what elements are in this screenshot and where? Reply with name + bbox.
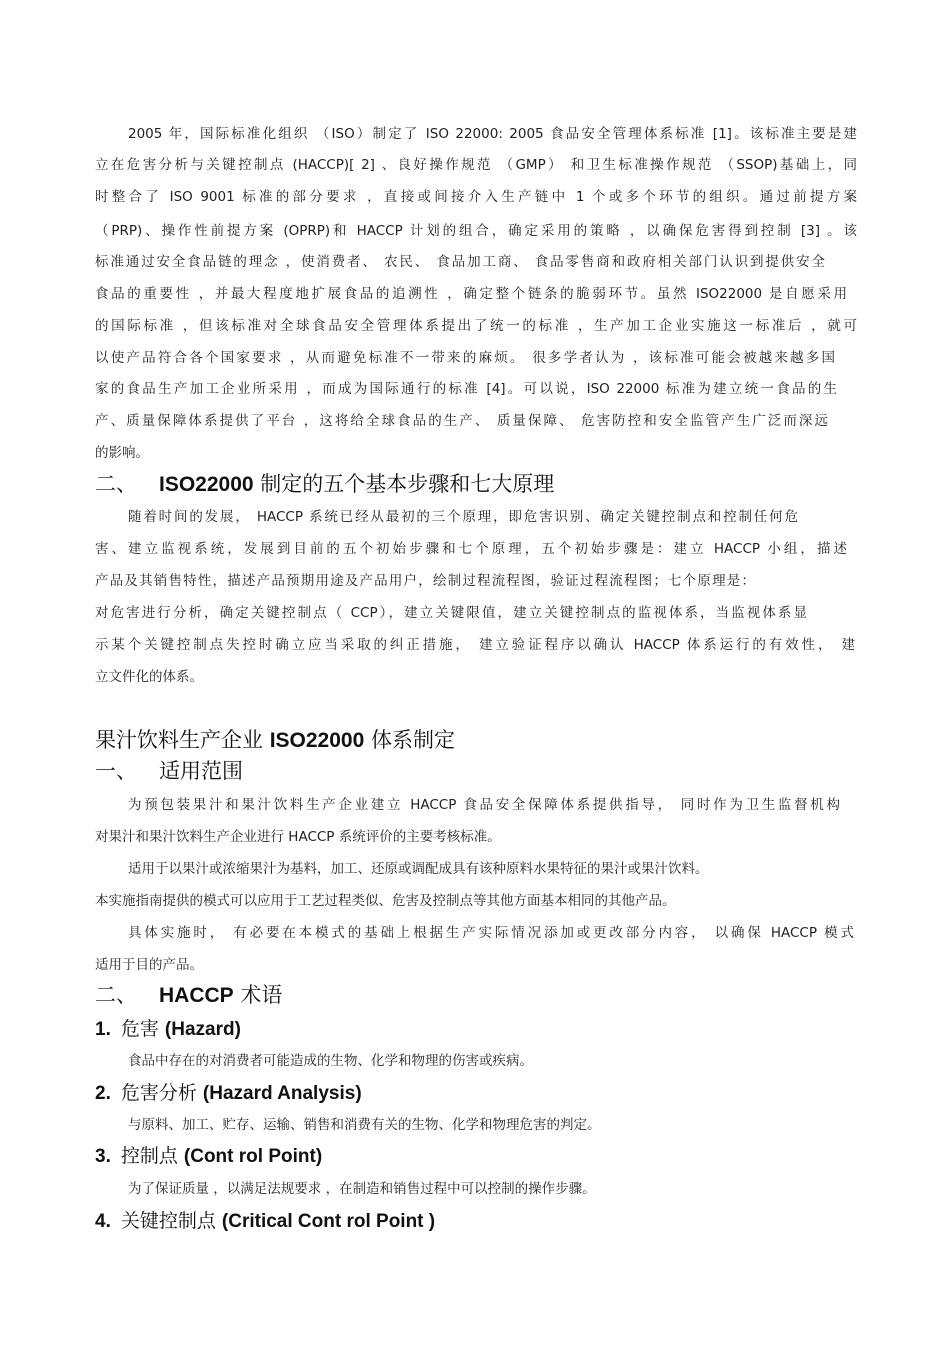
heading-en: ISO22000	[159, 473, 254, 496]
text-line: 随着时间的发展， HACCP 系统已经从最初的三个原理，即危害识别、确定关键控制点和控制任何危	[128, 509, 798, 525]
text-line: 产品及其销售特性，描述产品预期用途及产品用户，绘制过程流程图，验证过程流程图；七个原理是：	[95, 573, 755, 589]
term-heading	[95, 1209, 435, 1234]
section-number: 一、	[95, 759, 137, 783]
term-number: 2.	[95, 1083, 111, 1104]
term-heading	[95, 1144, 322, 1169]
title-en: ISO22000	[269, 729, 365, 752]
section-heading	[95, 758, 243, 784]
text-line: 2005 年，国际标准化组织 （ISO）制定了 ISO 22000: 2005 食品安全管理体系标准 [1]。该标准主要是建	[128, 126, 857, 142]
term-cn: 危害分析	[120, 1082, 203, 1104]
title-cn: 体系制定	[364, 728, 455, 752]
text-line: 的影响。	[95, 445, 149, 461]
text-line: 本实施指南提供的模式可以应用于工艺过程类似、危害及控制点等其他方面基本相同的其他产品。	[95, 893, 676, 909]
text-line: 标准通过安全食品链的理念 ，使消费者、 农民、 食品加工商、 食品零售商和政府相关部门认识到提供安全	[95, 254, 825, 270]
term-cn: 危害	[120, 1018, 165, 1040]
term-description: 与原料、加工、贮存、运输、销售和消费有关的生物、化学和物理危害的判定。	[128, 1117, 601, 1133]
text-line: 对危害进行分析，确定关键控制点（ CCP），建立关键限值，建立关键控制点的监视体系，当监视体系显	[95, 605, 807, 621]
term-en: (Cont rol Point)	[183, 1146, 323, 1167]
text-line: 的国际标准 ，但该标准对全球食品安全管理体系提出了统一的标准 ，生产加工企业实施这一标准后 ，就可	[95, 318, 857, 334]
term-heading	[95, 1081, 362, 1106]
heading-en: HACCP	[159, 984, 234, 1007]
heading-cn: 术语	[233, 983, 283, 1007]
text-line: 立文件化的体系。	[95, 669, 203, 685]
text-line: 为预包装果汁和果汁饮料生产企业建立 HACCP 食品安全保障体系提供指导， 同时作为卫生监督机构	[128, 797, 840, 813]
heading-cn: 适用范围	[159, 759, 243, 783]
term-description: 为了保证质量 ，以满足法规要求 ，在制造和销售过程中可以控制的操作步骤。	[128, 1181, 596, 1197]
text-line: （PRP)、操作性前提方案 (OPRP)和 HACCP 计划的组合，确定采用的策略 ，以确保危害得到控制 [3] 。该	[95, 223, 857, 239]
text-line: 食品的重要性 ，并最大程度地扩展食品的追溯性 ，确定整个链条的脆弱环节。虽然 ISO22000 是自愿采用	[95, 286, 847, 302]
section-number: 二、	[95, 983, 137, 1007]
term-en: (Critical Cont rol Point )	[221, 1211, 436, 1232]
text-line: 适用于目的产品。	[95, 957, 203, 973]
text-line: 适用于以果汁或浓缩果汁为基料，加工、还原或调配成具有该种原料水果特征的果汁或果汁饮料。	[128, 861, 709, 877]
text-line: 以使产品符合各个国家要求 ，从而避免标准不一带来的麻烦。 很多学者认为 ，该标准可能会被越来越多国	[95, 350, 835, 366]
section-heading	[95, 982, 282, 1009]
section-heading	[95, 471, 554, 498]
title-cn: 果汁饮料生产企业	[95, 728, 270, 752]
text-line: 示某个关键控制点失控时确立应当采取的纠正措施， 建立验证程序以确认 HACCP 体系运行的有效性， 建	[95, 637, 855, 653]
term-cn: 关键控制点	[120, 1210, 222, 1232]
section-number: 二、	[95, 472, 137, 496]
document-title	[95, 727, 455, 754]
text-line: 家的食品生产加工企业所采用 ，而成为国际通行的标准 [4]。可以说，ISO 22000 标准为建立统一食品的生	[95, 381, 837, 397]
text-line: 具体实施时， 有必要在本模式的基础上根据生产实际情况添加或更改部分内容， 以确保 HACCP 模式	[128, 925, 854, 941]
term-en: (Hazard)	[164, 1019, 241, 1040]
term-number: 3.	[95, 1146, 111, 1167]
term-en: (Hazard Analysis)	[202, 1083, 362, 1104]
text-line: 立在危害分析与关键控制点 (HACCP)[ 2] 、良好操作规范 （GMP） 和卫生标准操作规范 （SSOP)基础上，同	[95, 157, 857, 173]
term-heading	[95, 1017, 241, 1042]
text-line: 时整合了 ISO 9001 标准的部分要求 ，直接或间接介入生产链中 1 个或多个环节的组织。通过前提方案	[95, 189, 857, 205]
heading-cn: 制定的五个基本步骤和七大原理	[253, 472, 555, 496]
term-cn: 控制点	[120, 1145, 184, 1167]
term-description: 食品中存在的对消费者可能造成的生物、化学和物理的伤害或疾病。	[128, 1053, 533, 1069]
text-line: 害、建立监视系统，发展到目前的五个初始步骤和七个原理，五个初始步骤是：建立 HACCP 小组，描述	[95, 541, 847, 557]
text-line: 对果汁和果汁饮料生产企业进行 HACCP 系统评价的主要考核标准。	[95, 829, 501, 845]
term-number: 1.	[95, 1019, 111, 1040]
term-number: 4.	[95, 1211, 111, 1232]
text-line: 产、质量保障体系提供了平台 ，这将给全球食品的生产、 质量保障、 危害防控和安全监管产生广泛而深远	[95, 413, 828, 429]
